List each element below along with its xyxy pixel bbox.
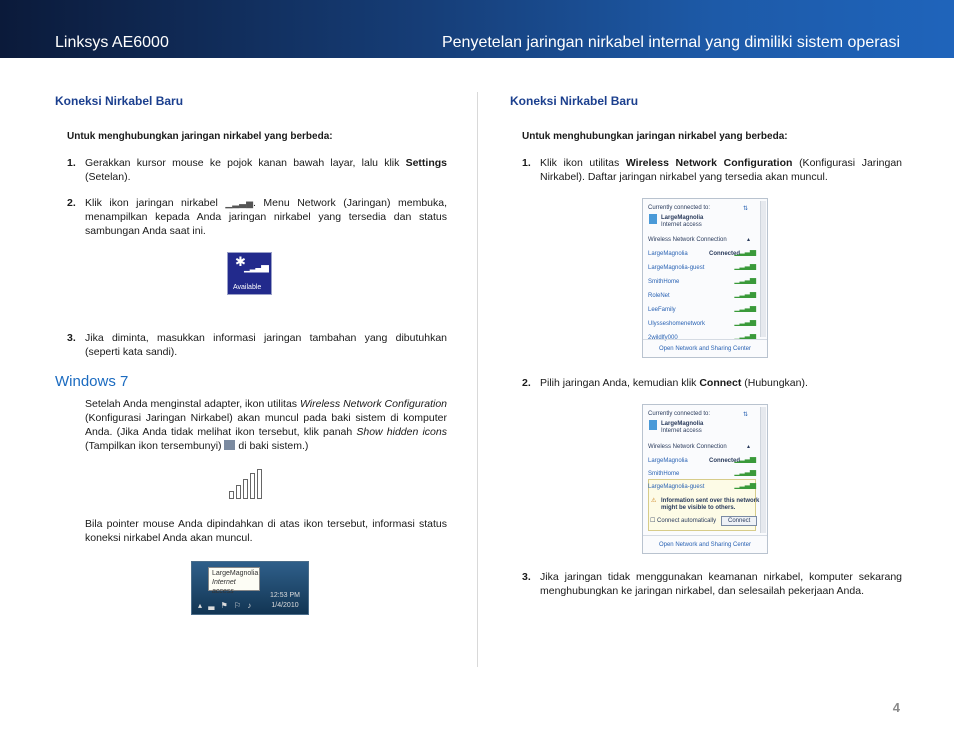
signal-icon: ▁▂▃▅ bbox=[734, 303, 755, 312]
signal-icon: ▁▂▃▅ bbox=[734, 275, 755, 284]
step-1: 1. Gerakkan kursor mouse ke pojok kanan bawah layar, lalu klik Settings (Setelan). bbox=[67, 157, 447, 183]
right-column bbox=[510, 94, 902, 598]
wireless-icon: ▁▂▃▅ bbox=[225, 198, 254, 208]
signal-icon: ▁▂▃▅ bbox=[734, 317, 755, 326]
subheading: Untuk menghubungkan jaringan nirkabel yang berbeda: bbox=[522, 131, 788, 142]
step-number: 1. bbox=[522, 157, 531, 169]
connect-button[interactable]: Connect bbox=[721, 516, 757, 526]
step-number: 3. bbox=[67, 332, 76, 344]
page-header bbox=[0, 0, 954, 58]
network-item[interactable]: RoleNet bbox=[648, 293, 670, 299]
network-item[interactable]: Ulysseshomenetwork bbox=[648, 321, 706, 327]
show-hidden-arrow-icon bbox=[224, 440, 235, 450]
signal-icon: ▁▂▃▅ bbox=[734, 289, 755, 298]
scrollbar[interactable] bbox=[760, 407, 766, 533]
signal-icon: ▁▂▃▅ bbox=[244, 262, 267, 273]
tray-icons: ▴ ▃ ⚑ ⚐ ♪ bbox=[198, 601, 254, 610]
network-item[interactable]: LargeMagnolia bbox=[648, 251, 688, 257]
tray-clock: 12:53 PM 1/4/2010 bbox=[270, 592, 300, 609]
network-item[interactable]: 2wildlfy000 bbox=[648, 335, 678, 341]
tile-label: Available bbox=[233, 284, 262, 291]
step-number: 2. bbox=[67, 197, 76, 209]
network-available-tile bbox=[227, 252, 272, 295]
warning-icon: ⚠ bbox=[651, 498, 657, 504]
taskbar-screenshot bbox=[191, 561, 309, 615]
connect-automatically-checkbox[interactable]: ☐ Connect automatically bbox=[650, 518, 717, 524]
step-number: 3. bbox=[522, 571, 531, 583]
signal-icon: ▁▂▃▅ bbox=[734, 331, 755, 340]
step-number: 1. bbox=[67, 157, 76, 169]
network-connect-panel: Currently connected to: ⇅ LargeMagnolia Internet access Wireless Network Connection ▴ LargeMagnolia Connected ▁▂▃▅ SmithHome ▁▂▃▅ LargeMagnolia-guest ▁▂▃▅ ⚠ Information sent over this network might be visible to others. ☐ Connect automatically Connect Open Network and Sharing Center bbox=[642, 404, 768, 554]
scrollbar[interactable] bbox=[760, 201, 766, 337]
network-list-panel: Currently connected to: ⇅ LargeMagnolia Internet access Wireless Network Connection ▴ LargeMagnolia Connected ▁▂▃▅ LargeMagnolia-guest ▁▂▃▅ SmithHome ▁▂▃▅ RoleNet ▁▂▃▅ LeeFamily ▁▂▃▅ Ulysseshomenetwork ▁▂▃▅ 2wildlfy000 ▁▂▃▅ Open Network and Sharing Center bbox=[642, 198, 768, 358]
product-name: Linksys AE6000 bbox=[55, 34, 169, 51]
tooltip: LargeMagnolia Internet access bbox=[208, 567, 260, 591]
windows7-heading: Windows 7 bbox=[55, 373, 129, 390]
network-item-selected[interactable]: LargeMagnolia-guest bbox=[648, 484, 705, 490]
section-title: Koneksi Nirkabel Baru bbox=[55, 94, 184, 108]
network-item[interactable]: SmithHome bbox=[648, 471, 680, 477]
column-divider bbox=[477, 92, 478, 667]
step-2: 2. Klik ikon jaringan nirkabel ▁▂▃▅. Menu Network (Jaringan) membuka, menampilkan kepada Anda jaringan nirkabel yang tersedia dan status sambungan Anda saat ini. bbox=[67, 197, 448, 237]
collapse-icon: ▴ bbox=[747, 444, 751, 450]
section-title: Koneksi Nirkabel Baru bbox=[510, 94, 639, 108]
signal-icon: ▁▂▃▅ bbox=[734, 261, 755, 270]
network-item[interactable]: LeeFamily bbox=[648, 307, 676, 313]
network-item[interactable]: SmithHome bbox=[648, 279, 680, 285]
step-3: 3. Jika diminta, masukkan informasi jaringan tambahan yang dibutuhkan (seperti kata sandi). bbox=[67, 332, 447, 358]
page-title: Penyetelan jaringan nirkabel internal yang dimiliki sistem operasi bbox=[441, 34, 900, 51]
step-3: 3. Jika jaringan tidak menggunakan keamanan nirkabel, komputer sekarang menghubungkan ke jaringan nirkabel, dan selesailah pekerjaan Anda. bbox=[522, 571, 902, 597]
win7-paragraph: Setelah Anda menginstal adapter, ikon utilitas Wireless Network Configuration (Konfigurasi Jaringan Nirkabel) akan muncul pada baki sistem di komputer Anda. (Jika Anda tidak melihat ikon tersebut, klik panah Show hidden icons (Tampilkan ikon tersembunyi) di baki sistem.) bbox=[85, 398, 447, 452]
signal-bars-icon bbox=[229, 469, 269, 499]
step-2: 2. Pilih jaringan Anda, kemudian klik Connect (Hubungkan). bbox=[522, 377, 808, 389]
network-icon bbox=[649, 420, 657, 430]
step-1: 1. Klik ikon utilitas Wireless Network Configuration (Konfigurasi Jaringan Nirkabel). Daftar jaringan nirkabel yang tersedia akan muncul. bbox=[522, 157, 902, 183]
signal-icon: ▁▂▃▅ bbox=[734, 247, 755, 256]
subheading: Untuk menghubungkan jaringan nirkabel yang berbeda: bbox=[67, 131, 333, 142]
refresh-icon: ⇅ bbox=[743, 206, 749, 212]
hover-paragraph: Bila pointer mouse Anda dipindahkan di atas ikon tersebut, informasi status koneksi nirkabel Anda akan muncul. bbox=[85, 518, 447, 544]
refresh-icon: ⇅ bbox=[743, 412, 749, 418]
collapse-icon: ▴ bbox=[747, 237, 751, 243]
network-item[interactable]: LargeMagnolia bbox=[648, 458, 688, 464]
network-icon bbox=[649, 214, 657, 224]
open-network-center-link[interactable]: Open Network and Sharing Center bbox=[643, 535, 767, 553]
open-network-center-link[interactable]: Open Network and Sharing Center bbox=[643, 339, 767, 357]
step-number: 2. bbox=[522, 377, 531, 389]
signal-icon: ▁▂▃▅ bbox=[734, 467, 755, 476]
page-number: 4 bbox=[892, 700, 900, 715]
network-item[interactable]: LargeMagnolia-guest bbox=[648, 265, 705, 271]
wireless-star-icon: ✱ bbox=[235, 254, 246, 269]
left-column bbox=[55, 94, 447, 615]
signal-icon: ▁▂▃▅ bbox=[734, 480, 755, 489]
signal-icon: ▁▂▃▅ bbox=[734, 454, 755, 463]
